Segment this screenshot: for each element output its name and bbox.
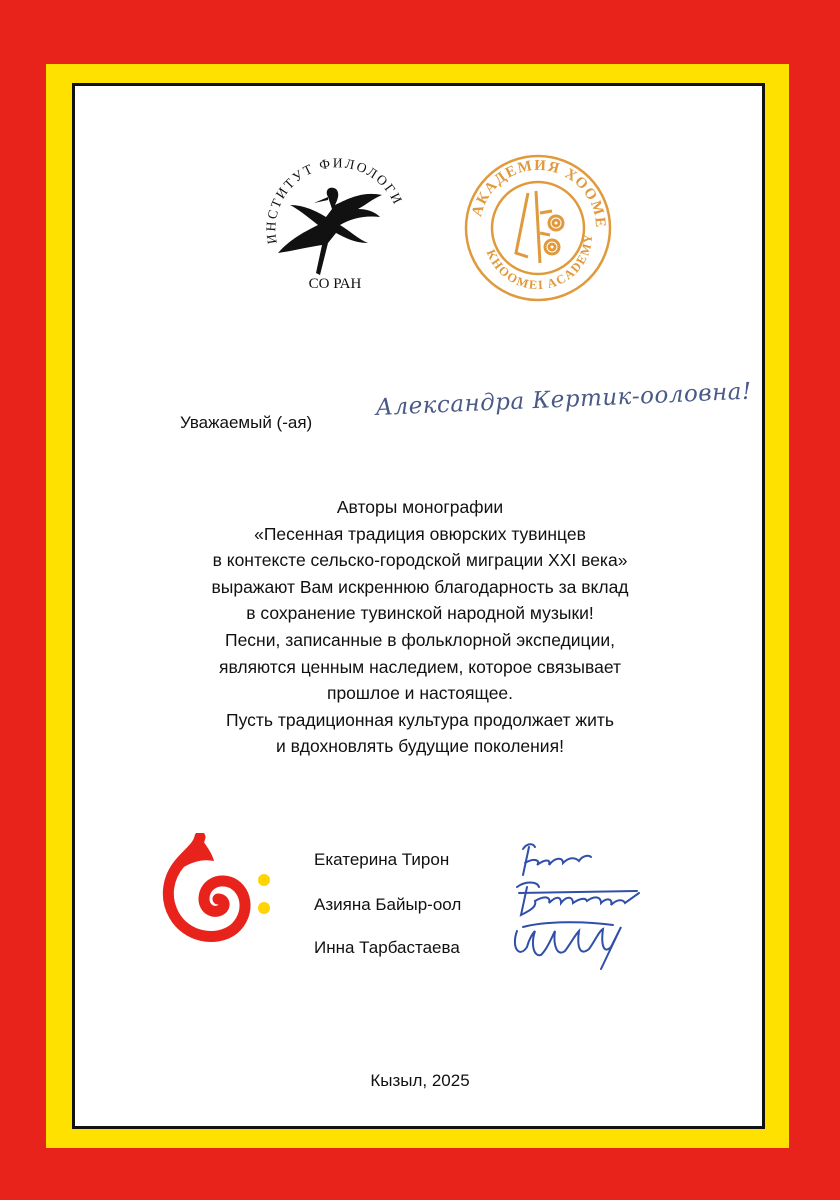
message-line: и вдохновлять будущие поколения! xyxy=(276,736,564,757)
message-line: Пусть традиционная культура продолжает жить xyxy=(226,709,614,730)
institute-sublabel: СО РАН xyxy=(308,276,362,292)
message-line: «Песенная традиция овюрских тувинцев xyxy=(254,523,586,544)
message-body xyxy=(110,494,730,760)
author-name: Инна Тарбастаева xyxy=(314,938,460,957)
message-line: Песни, записанные в фольклорной экспедиции, xyxy=(225,629,615,650)
greeting-label: Уважаемый (-ая) xyxy=(180,413,313,432)
message-line: в контексте сельско-городской миграции XXI века» xyxy=(212,550,628,571)
message-line: Авторы монографии xyxy=(336,497,504,517)
author-signatures xyxy=(505,835,650,970)
academy-top-text: АКАДЕМИЯ ХООМЕ xyxy=(469,157,609,230)
institute-arc-text: ИНСТИТУТ ФИЛОЛОГИ xyxy=(263,155,407,245)
message-line: прошлое и настоящее. xyxy=(326,683,514,704)
academy-seal-icon xyxy=(516,191,563,263)
yellow-dots-icon xyxy=(258,874,270,914)
author-name: Екатерина Тирон xyxy=(314,850,450,869)
recipient-handwritten-name: Александра Кертик-ооловна! xyxy=(375,378,753,421)
institute-logo xyxy=(258,147,414,297)
message-line: в сохранение тувинской народной музыки! xyxy=(246,603,594,624)
academy-bottom-text: KHOOMEI ACADEMY xyxy=(483,232,596,293)
message-line: являются ценным наследием, которое связывает xyxy=(219,656,621,677)
spiral-logo xyxy=(160,833,275,948)
author-name: Азияна Байыр-оол xyxy=(314,895,462,914)
signature-tiron xyxy=(523,844,591,875)
signature-tarbastaeva xyxy=(515,922,621,969)
crane-bird-icon xyxy=(278,188,382,275)
place-date: Кызыл, 2025 xyxy=(370,1071,470,1090)
message-line: выражают Вам искреннюю благодарность за вклад xyxy=(211,576,629,597)
academy-seal xyxy=(456,153,620,303)
signature-bayyr-ool xyxy=(517,883,639,916)
red-spiral-icon xyxy=(168,837,245,937)
